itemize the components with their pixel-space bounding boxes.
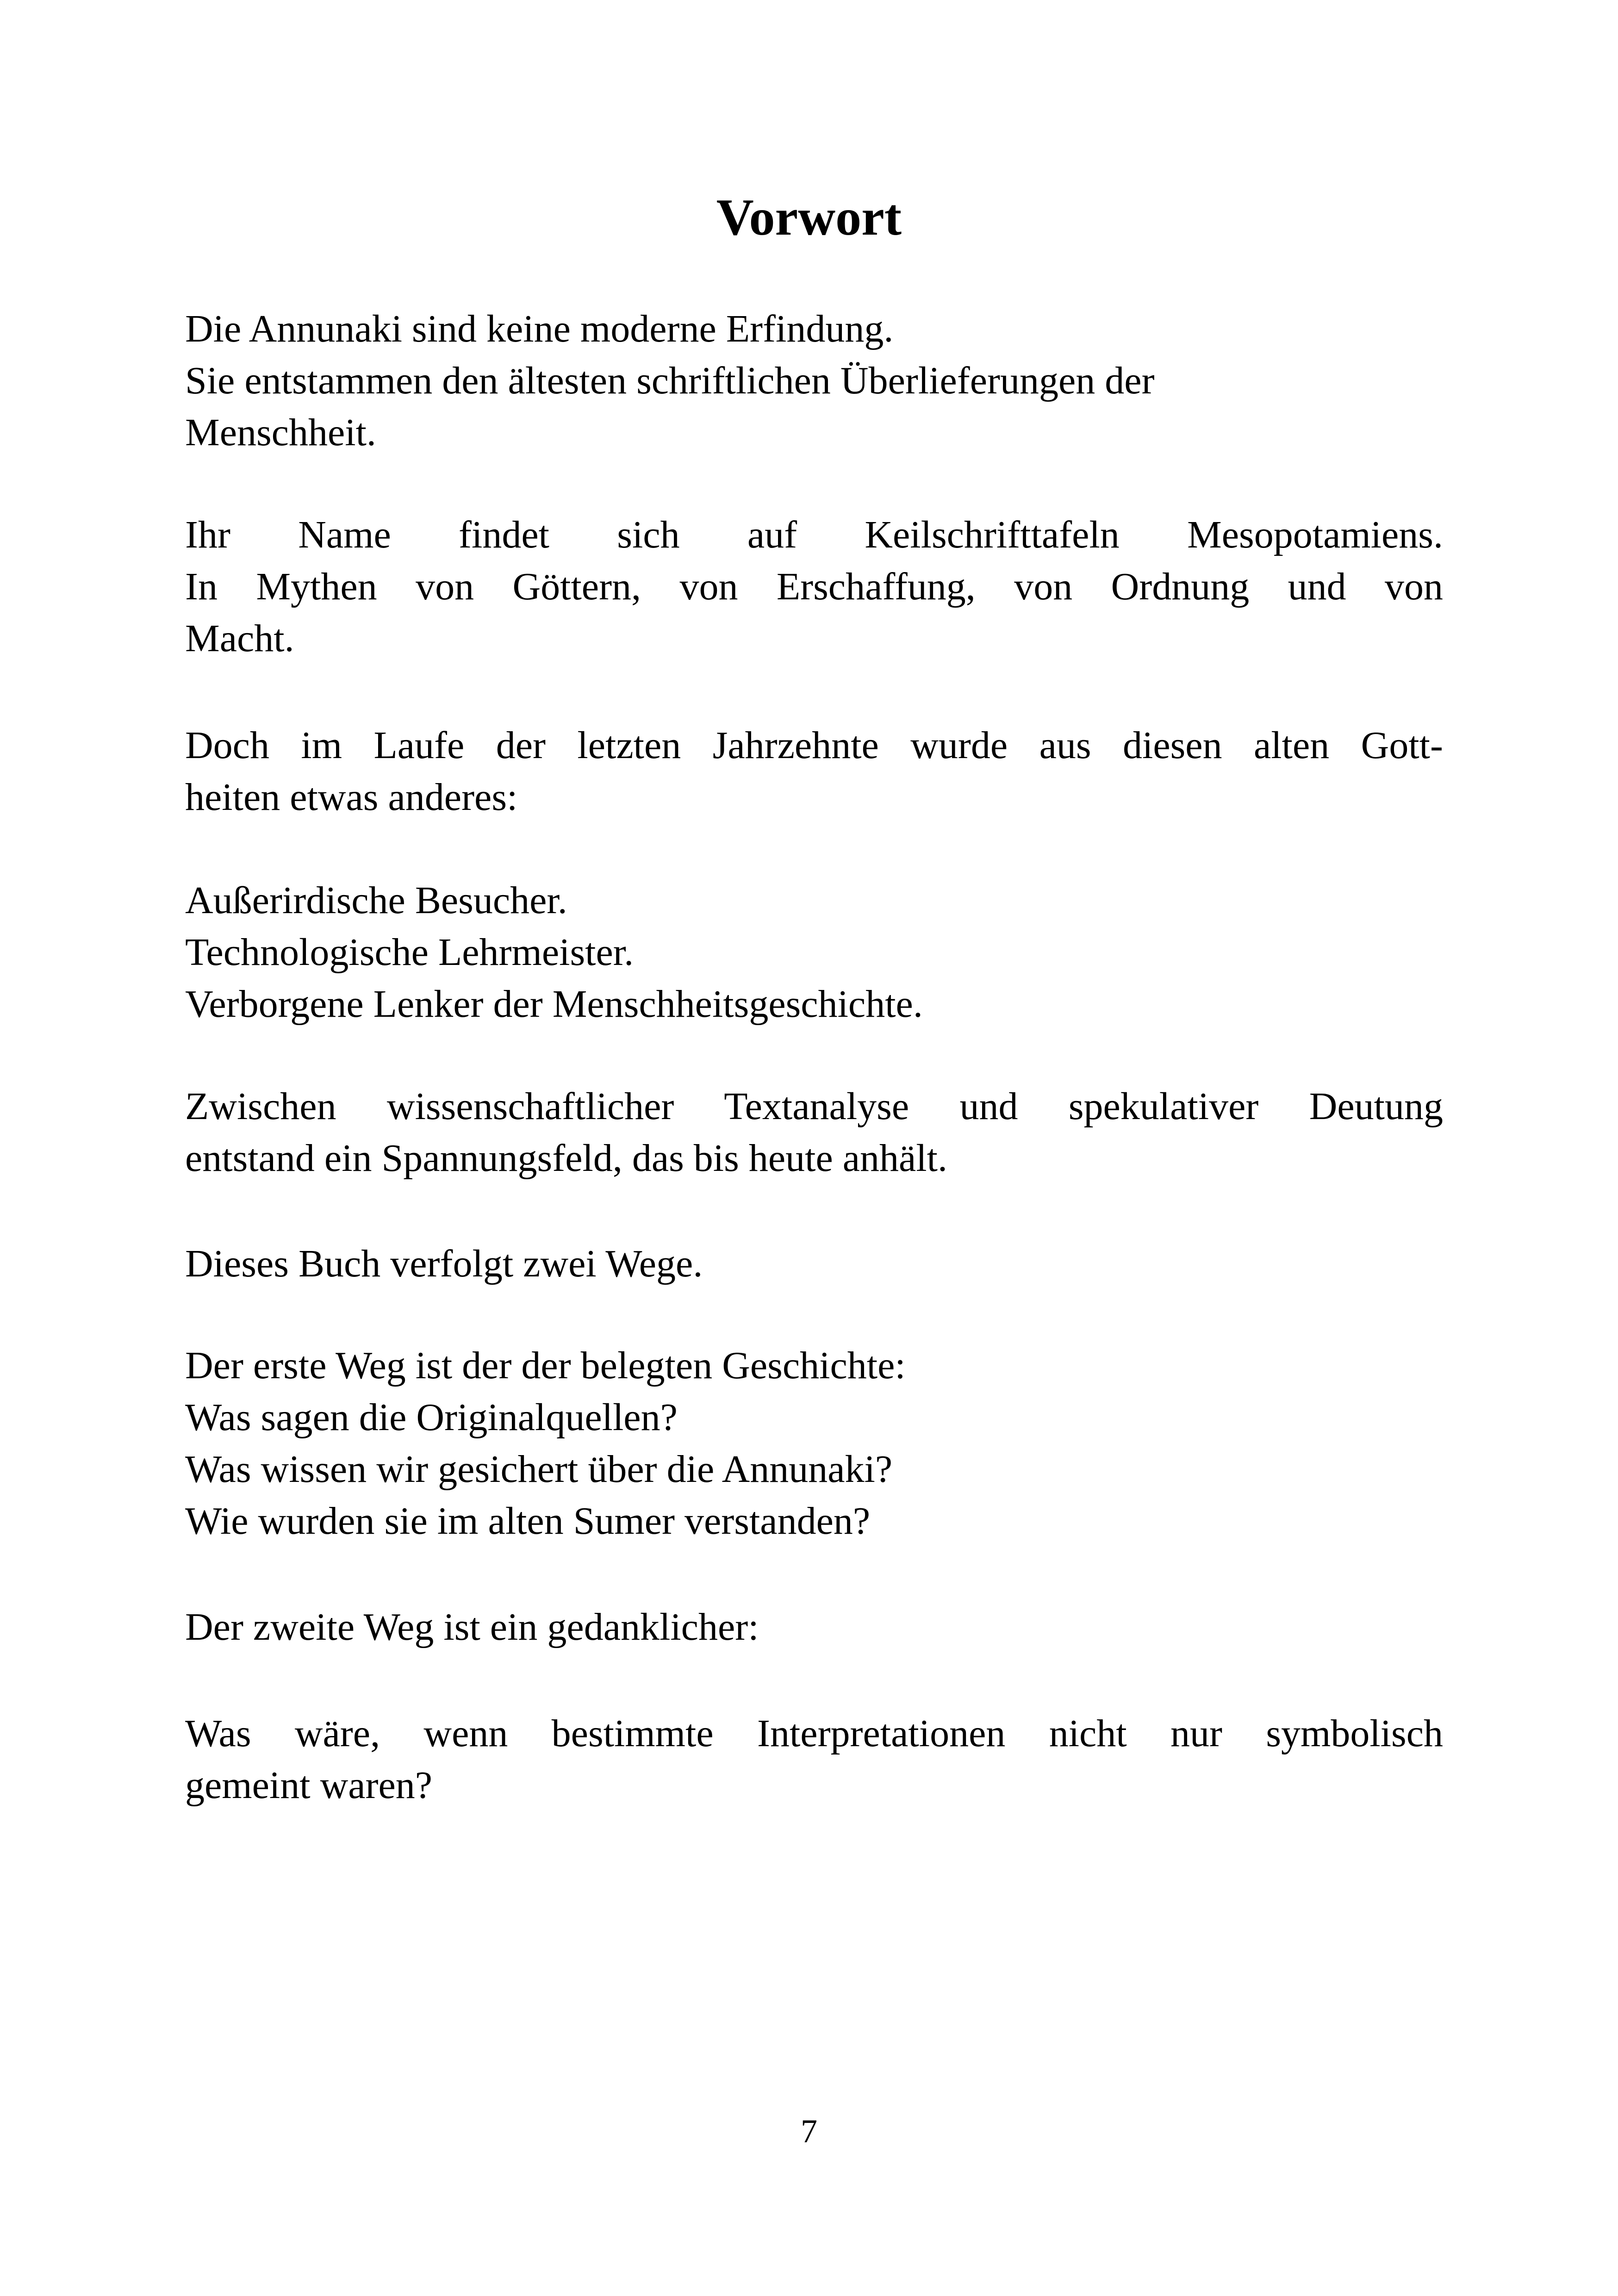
paragraph-line: Verborgene Lenker der Menschheitsgeschichte. <box>185 983 923 1026</box>
paragraph-line: In Mythen von Göttern, von Erschaffung, von Ordnung und von <box>185 565 1443 608</box>
paragraph-line: Was wäre, wenn bestimmte Interpretationen nicht nur symbolisch <box>185 1712 1443 1755</box>
paragraph-3 <box>185 720 1443 823</box>
paragraph-line: Macht. <box>185 617 294 660</box>
paragraph-4 <box>185 875 1443 1030</box>
paragraph-1 <box>185 303 1443 459</box>
paragraph-line: heiten etwas anderes: <box>185 776 518 819</box>
paragraph-line: Was sagen die Originalquellen? <box>185 1396 678 1439</box>
paragraph-line: Menschheit. <box>185 411 376 454</box>
paragraph-line: Wie wurden sie im alten Sumer verstanden? <box>185 1500 871 1543</box>
paragraph-line: Was wissen wir gesichert über die Annunaki? <box>185 1448 893 1491</box>
paragraph-line: gemeint waren? <box>185 1764 433 1807</box>
paragraph-line: Die Annunaki sind keine moderne Erfindung. <box>185 307 894 350</box>
paragraph-6 <box>185 1238 1443 1290</box>
paragraph-7 <box>185 1340 1443 1547</box>
paragraph-line: Der zweite Weg ist ein gedanklicher: <box>185 1605 759 1649</box>
paragraph-line: entstand ein Spannungsfeld, das bis heute anhält. <box>185 1137 947 1180</box>
paragraph-5 <box>185 1081 1443 1184</box>
paragraph-line: Zwischen wissenschaftlicher Textanalyse und spekulativer Deutung <box>185 1085 1443 1128</box>
page-number: 7 <box>801 2113 817 2150</box>
paragraph-line: Sie entstammen den ältesten schriftlichen Überlieferungen der <box>185 359 1155 402</box>
paragraph-line: Technologische Lehrmeister. <box>185 931 634 974</box>
paragraph-8 <box>185 1601 1443 1653</box>
page-title: Vorwort <box>716 189 902 246</box>
paragraph-line: Außerirdische Besucher. <box>185 879 567 922</box>
paragraph-line: Ihr Name findet sich auf Keilschrifttafeln Mesopotamiens. <box>185 513 1443 556</box>
paragraph-line: Dieses Buch verfolgt zwei Wege. <box>185 1242 703 1285</box>
paragraph-line: Der erste Weg ist der der belegten Geschichte: <box>185 1344 906 1387</box>
paragraph-2 <box>185 509 1443 665</box>
paragraph-9 <box>185 1708 1443 1811</box>
paragraph-line: Doch im Laufe der letzten Jahrzehnte wurde aus diesen alten Gott- <box>185 724 1443 767</box>
